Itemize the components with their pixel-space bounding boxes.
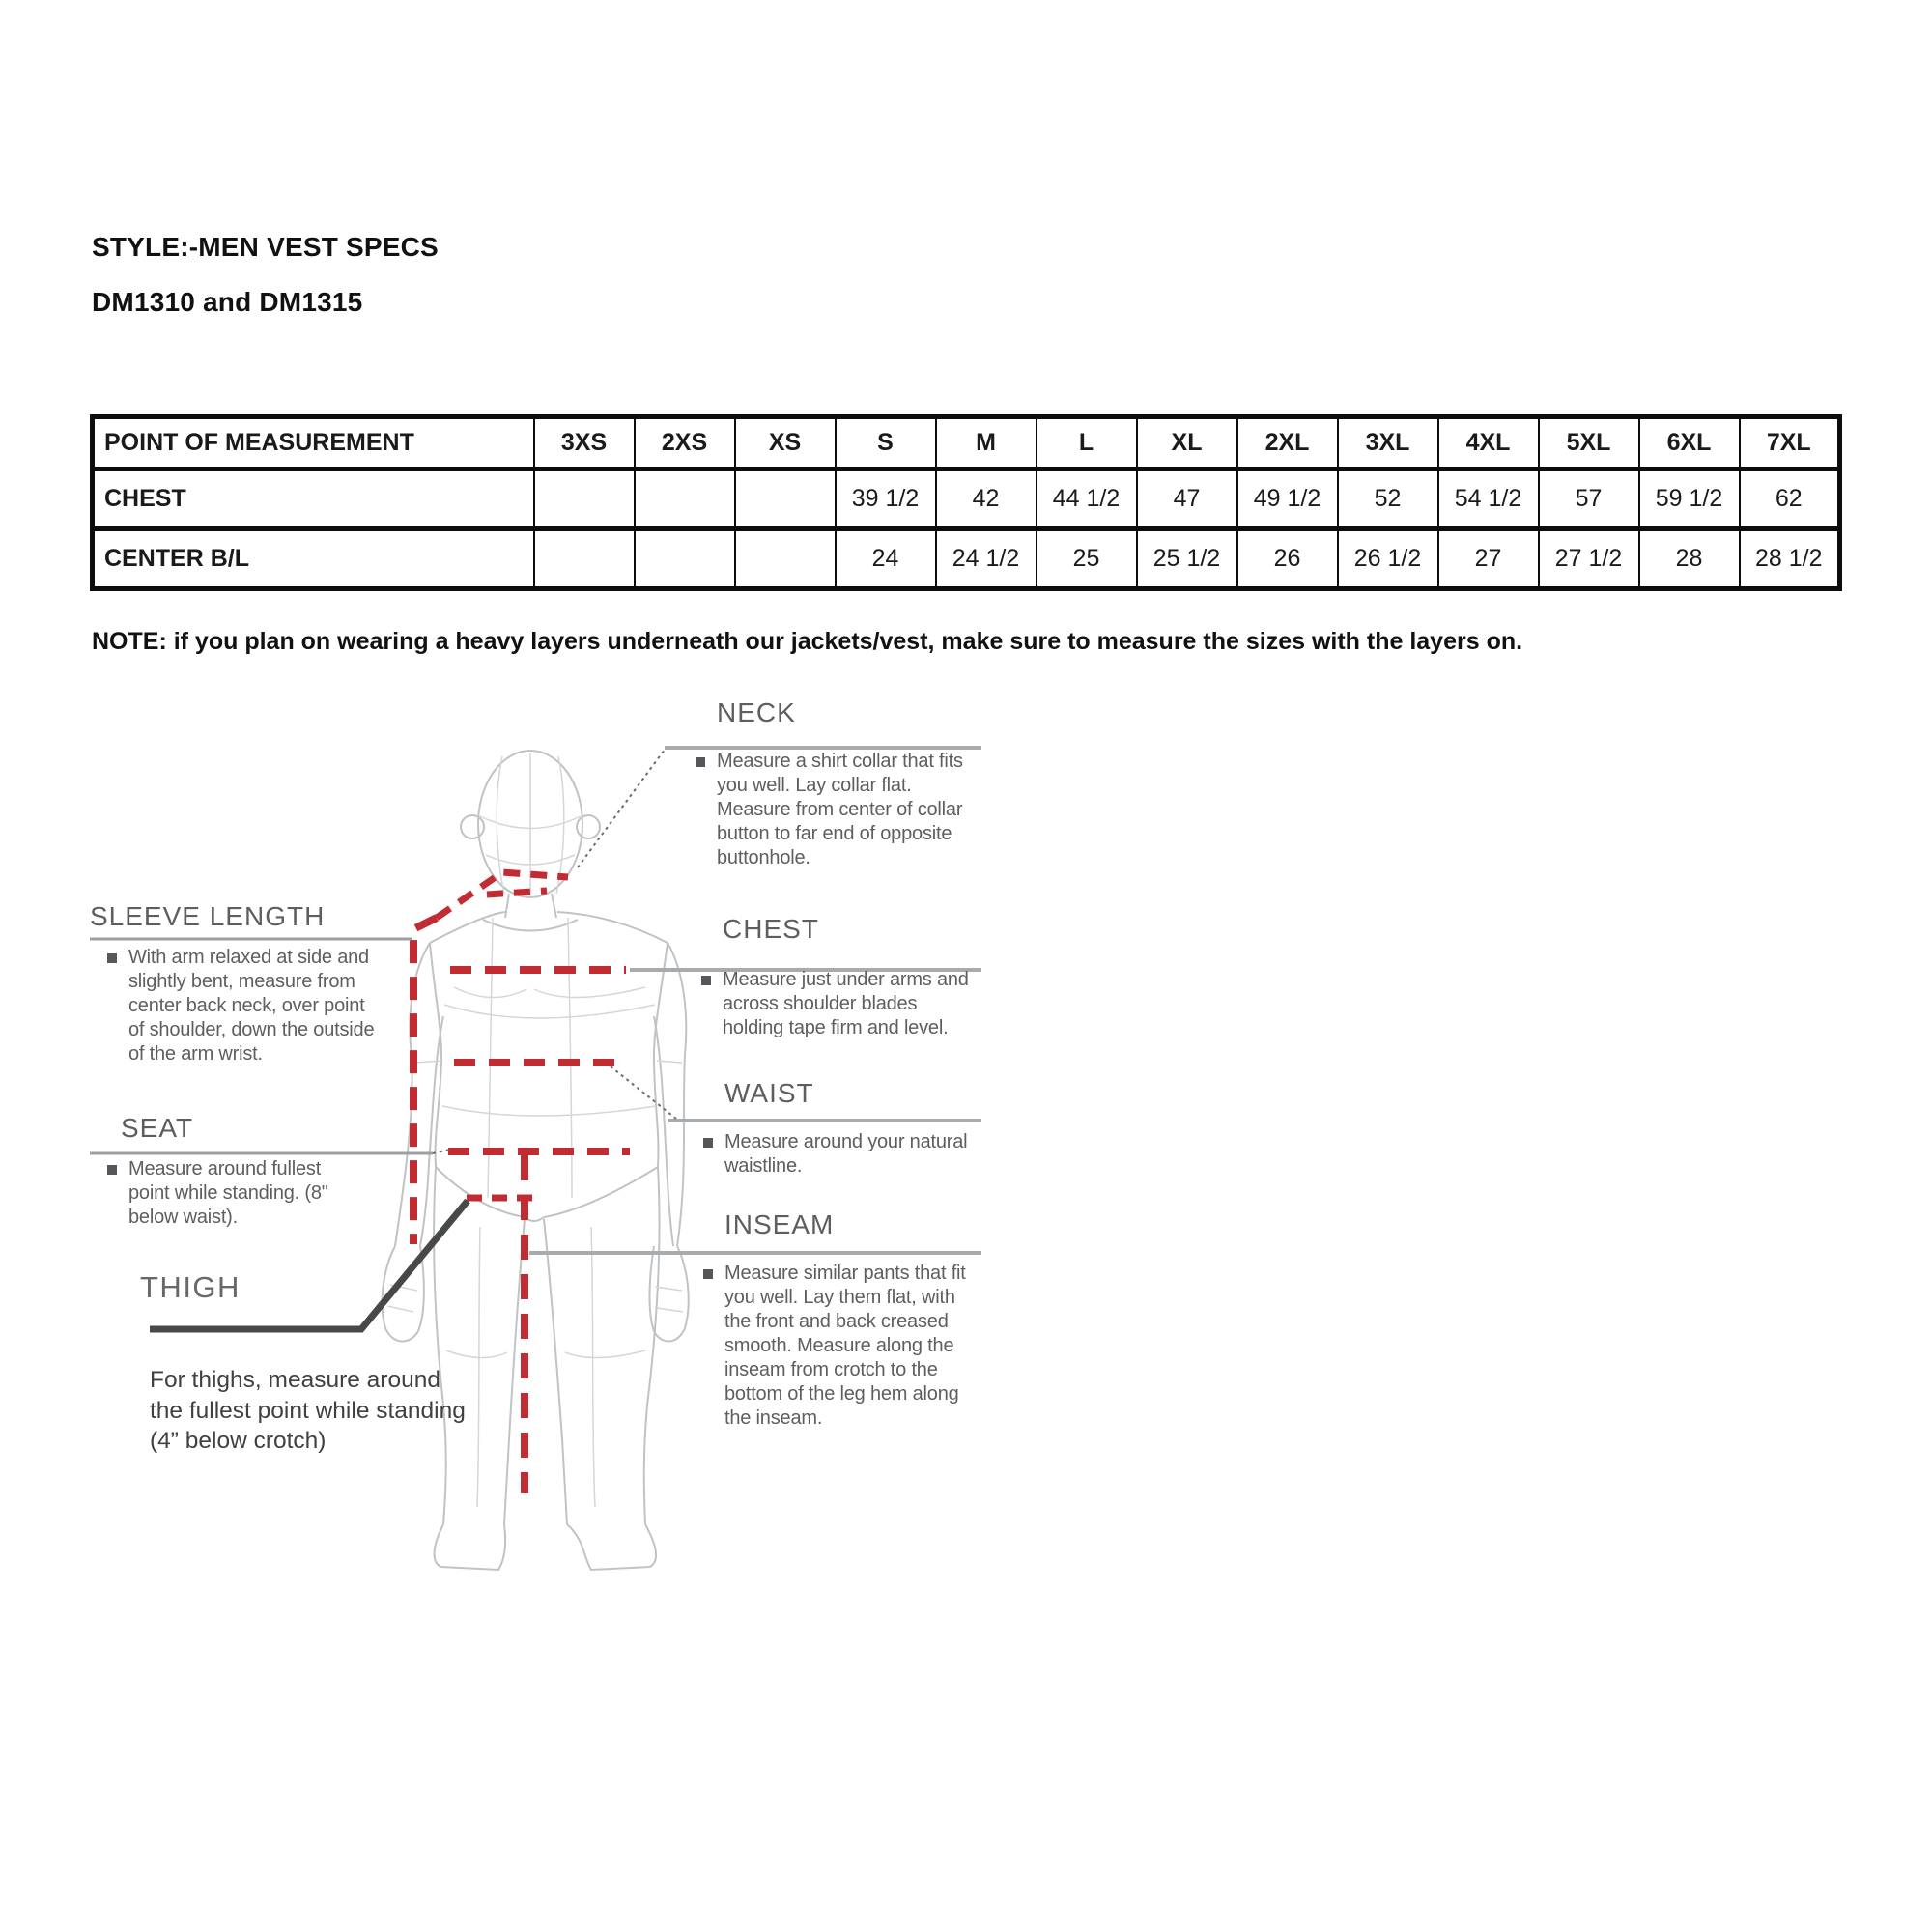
size-cell: 44 1/2 — [1037, 469, 1137, 529]
size-cell: 42 — [936, 469, 1037, 529]
size-cell — [735, 469, 836, 529]
size-cell — [635, 469, 735, 529]
bullet-square — [703, 1269, 713, 1279]
size-cell: 27 — [1438, 529, 1539, 589]
table-header-row — [93, 417, 1840, 469]
size-cell — [534, 469, 635, 529]
section-neck — [696, 697, 995, 870]
size-cell: 25 1/2 — [1137, 529, 1237, 589]
size-cell: 52 — [1338, 469, 1438, 529]
neck-measure-line — [437, 872, 568, 918]
size-cell: 28 — [1639, 529, 1740, 589]
size-cell: 54 1/2 — [1438, 469, 1539, 529]
size-cell: 24 1/2 — [936, 529, 1037, 589]
style-numbers: DM1310 and DM1315 — [92, 287, 363, 317]
section-sleeve-length — [90, 901, 418, 1066]
section-seat — [90, 1113, 409, 1230]
table-row — [93, 529, 1840, 589]
bullet-square — [701, 976, 711, 985]
size-cell: 26 — [1237, 529, 1338, 589]
thigh-text: For thighs, measure around the fullest point while standing (4” below crotch) — [150, 1367, 466, 1454]
inseam-heading: INSEAM — [724, 1209, 835, 1239]
bullet-square — [703, 1138, 713, 1148]
column-header: L — [1037, 417, 1137, 469]
size-cell — [534, 529, 635, 589]
bullet-square — [107, 1165, 117, 1175]
column-header: 7XL — [1740, 417, 1840, 469]
neck-connector-line — [578, 750, 665, 867]
size-cell: 28 1/2 — [1740, 529, 1840, 589]
column-header: 4XL — [1438, 417, 1539, 469]
seat-text: Measure around fullest point while standing. (8" below waist). — [128, 1158, 328, 1228]
size-cell: 39 1/2 — [836, 469, 936, 529]
size-table — [90, 414, 1842, 591]
size-table-wrapper — [90, 414, 1842, 591]
column-header: M — [936, 417, 1037, 469]
column-header: S — [836, 417, 936, 469]
column-header: 5XL — [1539, 417, 1639, 469]
size-cell: 26 1/2 — [1338, 529, 1438, 589]
chest-text: Measure just under arms and across shoulder blades holding tape firm and level. — [723, 969, 969, 1038]
size-cell — [635, 529, 735, 589]
size-cell: 47 — [1137, 469, 1237, 529]
size-cell: 62 — [1740, 469, 1840, 529]
column-header: POINT OF MEASUREMENT — [93, 417, 534, 469]
size-cell: 59 1/2 — [1639, 469, 1740, 529]
bullet-square — [107, 953, 117, 963]
column-header: XS — [735, 417, 836, 469]
size-cell: 24 — [836, 529, 936, 589]
section-thigh — [140, 1270, 488, 1457]
thigh-heading: THIGH — [140, 1270, 241, 1304]
chest-heading: CHEST — [723, 914, 819, 944]
page-title: STYLE:-MEN VEST SPECS — [92, 232, 439, 262]
table-row — [93, 469, 1840, 529]
row-label: CHEST — [93, 469, 534, 529]
size-cell: 49 1/2 — [1237, 469, 1338, 529]
section-waist — [703, 1078, 1003, 1179]
bullet-square — [696, 757, 705, 767]
note-text: NOTE: if you plan on wearing a heavy layers underneath our jackets/vest, make sure to measure the sizes with the layers on. — [92, 628, 1523, 655]
section-chest — [701, 914, 1001, 1040]
size-cell: 25 — [1037, 529, 1137, 589]
column-header: 6XL — [1639, 417, 1740, 469]
sleeve-length-text: With arm relaxed at side and slightly bent, measure from center back neck, over point of shoulder, down the outside of the arm wrist. — [128, 947, 375, 1065]
size-cell: 27 1/2 — [1539, 529, 1639, 589]
section-inseam — [703, 1209, 1003, 1431]
inseam-text: Measure similar pants that fit you well. Lay them flat, with the front and back creased smooth. Measure along the inseam from crotch to the bottom of the leg hem along the inseam. — [724, 1263, 966, 1429]
neck-heading: NECK — [717, 697, 796, 727]
waist-heading: WAIST — [724, 1078, 814, 1108]
column-header: 3XL — [1338, 417, 1438, 469]
seat-heading: SEAT — [121, 1113, 194, 1143]
waist-text: Measure around your natural waistline. — [724, 1131, 968, 1177]
size-cell: 57 — [1539, 469, 1639, 529]
column-header: 2XL — [1237, 417, 1338, 469]
row-label: CENTER B/L — [93, 529, 534, 589]
size-cell — [735, 529, 836, 589]
column-header: 2XS — [635, 417, 735, 469]
neck-text: Measure a shirt collar that fits you well. Lay collar flat. Measure from center of collar button to far end of opposite buttonhole. — [717, 751, 963, 868]
column-header: XL — [1137, 417, 1237, 469]
column-header: 3XS — [534, 417, 635, 469]
sleeve-length-heading: SLEEVE LENGTH — [90, 901, 326, 931]
